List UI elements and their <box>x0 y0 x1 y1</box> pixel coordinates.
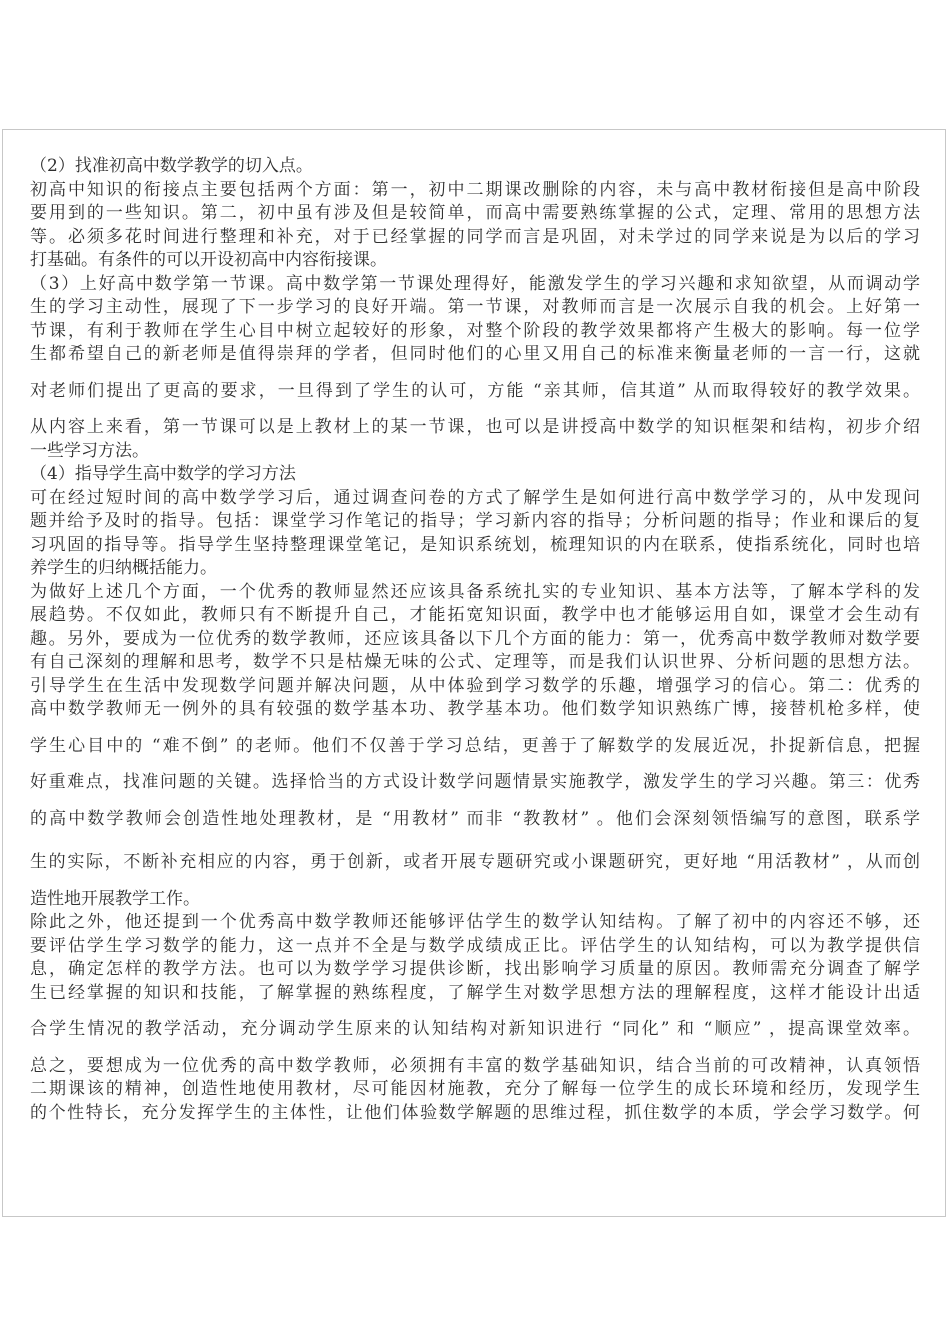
text-line: 生已经掌握的知识和技能，了解掌握的熟练程度，了解学生对数学思想方法的理解程度，这样才能设计出适 <box>30 982 920 1003</box>
text-line: 初高中知识的衔接点主要包括两个方面：第一，初中二期课改删除的内容，未与高中教材衔接但是高中阶段 <box>30 179 920 200</box>
text-line: 二期课该的精神，创造性地使用教材，尽可能因材施教，充分了解每一位学生的成长环境和经历，发现学生 <box>30 1079 920 1099</box>
text-line: 好重难点，找准问题的关键。选择恰当的方式设计数学问题情景实施教学，激发学生的学习兴趣。第三：优秀 <box>30 772 920 792</box>
text-line: 要评估学生学习数学的能力，这一点并不全是与数学成绩成正比。评估学生的认知结构，可以为教学提供信 <box>30 935 920 956</box>
text-line: 合学生情况的教学活动，充分调动学生原来的认知结构对新知识进行 “同化” 和 “顺应” ，提高课堂效率。 <box>30 1019 920 1039</box>
text-line: 趣。另外，要成为一位优秀的数学教师，还应该具备以下几个方面的能力：第一，优秀高中数学教师对数学要 <box>30 628 920 649</box>
text-line: 要用到的一些知识。第二，初中虽有涉及但是较简单，而高中需要熟练掌握的公式，定理、常用的思想方法 <box>30 203 920 223</box>
text-line: 打基础。有条件的可以开设初高中内容衔接课。 <box>30 250 387 270</box>
section-heading-line: （2）找准初高中数学教学的切入点。 <box>30 156 313 176</box>
text-line: 总之，要想成为一位优秀的高中数学教师，必须拥有丰富的数学基础知识，结合当前的可改精神，认真领悟 <box>30 1055 920 1076</box>
text-line: 可在经过短时间的高中数学学习后，通过调查问卷的方式了解学生是如何进行高中数学学习的，从中发现问 <box>30 487 920 508</box>
text-line: （3）上好高中数学第一节课。高中数学第一节课处理得好，能激发学生的学习兴趣和求知欲望，从而调动学 <box>30 273 920 294</box>
text-line: 为做好上述几个方面，一个优秀的教师显然还应该具备系统扎实的专业知识、基本方法等，了解本学科的发 <box>30 581 920 602</box>
text-line: 生的学习主动性，展现了下一步学习的良好开端。第一节课，对教师而言是一次展示自我的机会。上好第一 <box>30 297 920 317</box>
text-line: 有自己深刻的理解和思考，数学不只是枯燥无味的公式、定理等，而是我们认识世界、分析问题的思想方法。 <box>30 652 920 672</box>
text-line: 引导学生在生活中发现数学问题并解决问题，从中体验到学习数学的乐趣，增强学习的信心。第二：优秀的 <box>30 675 920 696</box>
text-line: 对老师们提出了更高的要求，一旦得到了学生的认可，方能 “亲其师，信其道” 从而取得较好的教学效果。 <box>30 380 920 401</box>
text-line: 习巩固的指导等。指导学生坚持整理课堂笔记，是知识系统划，梳理知识的内在联系，使指系统化，同时也培 <box>30 534 920 555</box>
text-line: 从内容上来看，第一节课可以是上教材上的某一节课，也可以是讲授高中数学的知识框架和结构，初步介绍 <box>30 417 920 437</box>
text-line: 生的实际，不断补充相应的内容，勇于创新，或者开展专题研究或小课题研究，更好地 “用活教材” ，从而创 <box>30 852 920 872</box>
text-line: 养学生的归纳概括能力。 <box>30 558 217 578</box>
text-line: 等。必须多花时间进行整理和补充，对于已经掌握的同学而言是巩固，对未学过的同学来说是为以后的学习 <box>30 226 920 247</box>
text-line: 展趋势。不仅如此，教师只有不断提升自己，才能拓宽知识面，教学中也才能够运用自如，课堂才会生动有 <box>30 605 920 625</box>
text-line: 一些学习方法。 <box>30 440 149 461</box>
text-line: 的高中数学教师会创造性地处理教材，是 “用教材” 而非 “教教材” 。他们会深刻领悟编写的意图，联系学 <box>30 808 920 829</box>
text-line: 学生心目中的 “难不倒” 的老师。他们不仅善于学习总结，更善于了解数学的发展近况，扑捉新信息，把握 <box>30 735 920 756</box>
text-line: 题并给予及时的指导。包括：课堂学习作笔记的指导；学习新内容的指导；分析问题的指导；作业和课后的复 <box>30 511 920 531</box>
section-heading-line: （4）指导学生高中数学的学习方法 <box>30 464 296 484</box>
text-line: 生都希望自己的新老师是值得崇拜的学者，但同时他们的心里又用自己的标准来衡量老师的一言一行，这就 <box>30 344 920 364</box>
text-line: 高中数学教师无一例外的具有较强的数学基本功、教学基本功。他们数学知识熟练广博，接替机枪多样，使 <box>30 699 920 719</box>
document-body <box>30 155 920 1125</box>
text-line: 造性地开展教学工作。 <box>30 888 200 909</box>
text-line: 息，确定怎样的教学方法。也可以为数学学习提供诊断，找出影响学习质量的原因。教师需充分调查了解学 <box>30 959 920 979</box>
text-line: 的个性特长，充分发挥学生的主体性，让他们体验数学解题的思维过程，抓住数学的本质，学会学习数学。何 <box>30 1102 920 1123</box>
text-line: 节课，有利于教师在学生心目中树立起较好的形象，对整个阶段的教学效果都将产生极大的影响。每一位学 <box>30 320 920 341</box>
text-line: 除此之外，他还提到一个优秀高中数学教师还能够评估学生的数学认知结构。了解了初中的内容还不够，还 <box>30 912 920 932</box>
